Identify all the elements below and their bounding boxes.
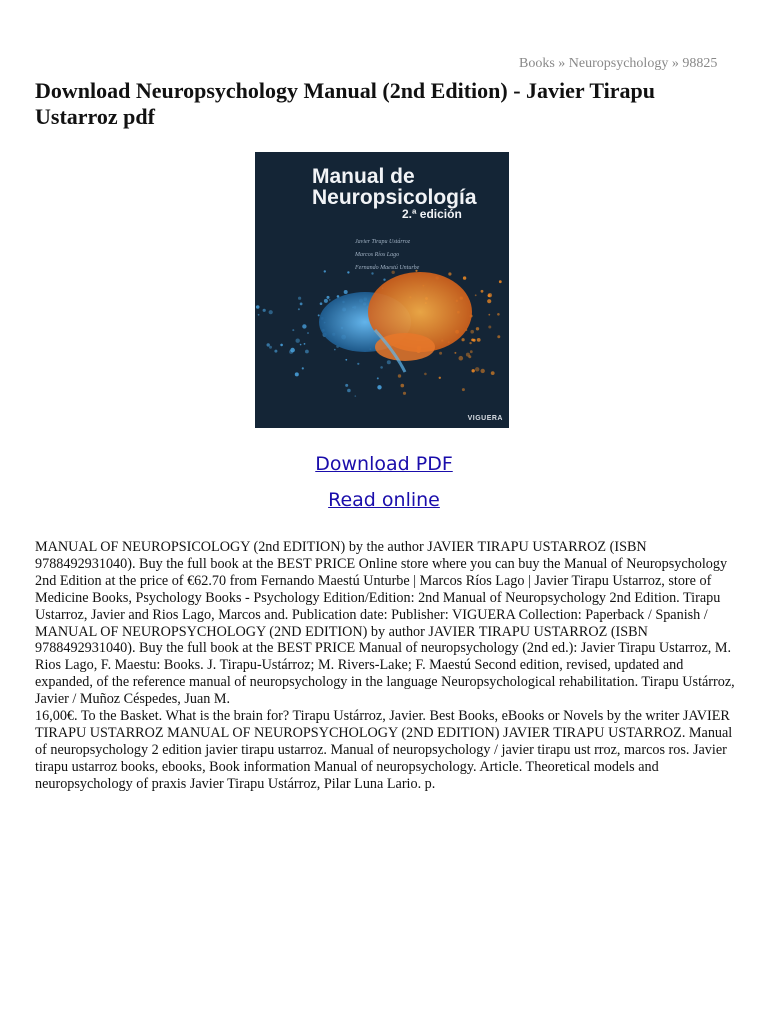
- particle-dot: [463, 276, 466, 279]
- particle-dot: [459, 356, 464, 361]
- particle-dot: [263, 309, 266, 312]
- cover-edition: 2.ª edición: [402, 207, 462, 221]
- particle-dot: [267, 343, 270, 346]
- particle-dot: [471, 339, 474, 342]
- particle-dot: [344, 290, 348, 294]
- particle-dot: [345, 384, 348, 387]
- download-links: [0, 446, 768, 518]
- particle-dot: [320, 302, 323, 305]
- particle-dot: [488, 314, 490, 316]
- particle-dot: [481, 290, 484, 293]
- particle-dot: [439, 377, 441, 379]
- particle-dot: [475, 294, 477, 296]
- particle-dot: [469, 342, 471, 344]
- particle-dot: [304, 343, 306, 345]
- particle-dot: [387, 360, 391, 364]
- cover-title: Manual de Neuropsicología: [312, 165, 477, 209]
- particle-dot: [274, 350, 277, 353]
- particle-dot: [289, 350, 293, 354]
- particle-dot: [347, 389, 351, 393]
- particle-dot: [497, 335, 500, 338]
- particle-dot: [462, 338, 465, 341]
- particle-dot: [499, 280, 502, 283]
- particle-dot: [295, 372, 299, 376]
- particle-dot: [296, 339, 300, 343]
- particle-dot: [377, 385, 381, 389]
- particle-dot: [488, 293, 492, 297]
- particle-dot: [307, 332, 309, 334]
- particle-dot: [357, 363, 359, 365]
- particle-dot: [300, 344, 302, 346]
- read-online-link[interactable]: Read online: [328, 489, 440, 511]
- particle-dot: [377, 377, 379, 379]
- cover-publisher-logo: VIGUERA: [467, 415, 503, 422]
- cover-author: Javier Tirapu Ustárroz: [355, 239, 411, 245]
- particle-dot: [470, 330, 474, 334]
- book-cover-image: [255, 152, 509, 428]
- particle-dot: [403, 392, 406, 395]
- particle-dot: [302, 367, 304, 369]
- particle-dot: [269, 310, 273, 314]
- particle-dot: [488, 326, 491, 329]
- particle-dot: [462, 388, 465, 391]
- particle-dot: [401, 384, 405, 388]
- particle-dot: [258, 314, 260, 316]
- particle-dot: [324, 299, 328, 303]
- page-title: Download Neuropsychology Manual (2nd Edition) - Javier Tirapu Ustarroz pdf: [35, 78, 655, 129]
- particle-dot: [491, 371, 495, 375]
- description-text: [35, 539, 735, 793]
- particle-dot: [454, 352, 456, 354]
- particle-dot: [256, 305, 260, 309]
- particle-dot: [292, 329, 294, 331]
- particle-dot: [318, 314, 320, 316]
- particle-dot: [398, 374, 401, 377]
- particle-dot: [347, 271, 349, 273]
- particle-dot: [470, 350, 473, 353]
- particle-dot: [329, 299, 331, 301]
- particle-dot: [305, 350, 309, 354]
- particle-dot: [475, 367, 479, 371]
- download-pdf-link[interactable]: Download PDF: [315, 453, 453, 475]
- particle-dot: [324, 270, 326, 272]
- particle-dot: [383, 279, 385, 281]
- cover-author: Fernando Maestú Unturbe: [355, 265, 420, 271]
- particle-dot: [298, 308, 300, 310]
- particle-dot: [300, 303, 303, 306]
- particle-dot: [327, 296, 330, 299]
- particle-dot: [487, 299, 491, 303]
- particle-dot: [481, 369, 485, 373]
- particle-dot: [497, 313, 500, 316]
- particle-dot: [355, 395, 357, 397]
- cover-author: Marcos Ríos Lago: [355, 252, 400, 258]
- particle-dot: [424, 373, 427, 376]
- particle-dot: [269, 346, 272, 349]
- particle-dot: [472, 369, 475, 372]
- particle-dot: [345, 359, 347, 361]
- breadcrumb[interactable]: Books » Neuropsychology » 98825: [519, 56, 718, 71]
- paragraph: 16,00€. To the Basket. What is the brain for? Tirapu Ustárroz, Javier. Best Books, eBooks or Novels by the writer JAVIER TIRAPU USTARROZ MANUAL OF NEUROPSYCHOLOGY (2ND EDITION) JAVIER TIRAPU USTARROZ. Manual of neuropsychology 2 edition javier tirapu ustarroz. Manual of neuropsychology / javier tirapu ust rroz, marcos ros. Javier tirapu ustarroz books, ebooks, Book information Manual of neuropsychology. Article. Theoretical models and neuropsychology of praxis Javier Tirapu Ustárroz, Pilar Luna Lario. p.: [35, 708, 733, 792]
- paragraph: MANUAL OF NEUROPSICOLOGY (2nd EDITION) by the author JAVIER TIRAPU USTARROZ (ISBN 9788492931040). Buy the full book at the BEST PRICE Online store where you can buy the Manual of Neuropsychology 2nd Edition at the price of €62.70 from Fernando Maestú Unturbe | Marcos Ríos Lago | Javier Tirapu Ustarroz, store of Medicine Books, Psychology Books - Psychology Edition/Edition: 2nd Manual of Neuropsychology 2nd Edition. Tirapu Ustarroz, Javier and Rios Lago, Marcos and. Publication date: Publisher: VIGUERA Collection: Paperback / Spanish / MANUAL OF NEUROPSYCHOLOGY (2ND EDITION) by author JAVIER TIRAPU USTARROZ (ISBN 9788492931040). Buy the full book at the BEST PRICE Manual of neuropsychology (2nd ed.): Javier Tirapu Ustarroz, M. Rios Lago, F. Maestu: Books. J. Tirapu-Ustárroz; M. Rivers-Lake; F. Maestú Second edition, revised, updated and expanded, of the reference manual of neuropsychology in the language Neuropsychological rehabilitation. Tirapu Ustárroz, Javier / Muñoz Céspedes, Juan M.: [35, 539, 735, 708]
- particle-dot: [380, 366, 383, 369]
- cover-authors: [355, 236, 505, 275]
- particle-dot: [302, 324, 306, 328]
- particle-dot: [280, 344, 283, 347]
- particle-dot: [439, 352, 442, 355]
- particle-dot: [477, 338, 481, 342]
- particle-dot: [298, 297, 301, 300]
- particle-dot: [334, 349, 336, 351]
- particle-dot: [476, 327, 479, 330]
- particle-dot: [466, 353, 470, 357]
